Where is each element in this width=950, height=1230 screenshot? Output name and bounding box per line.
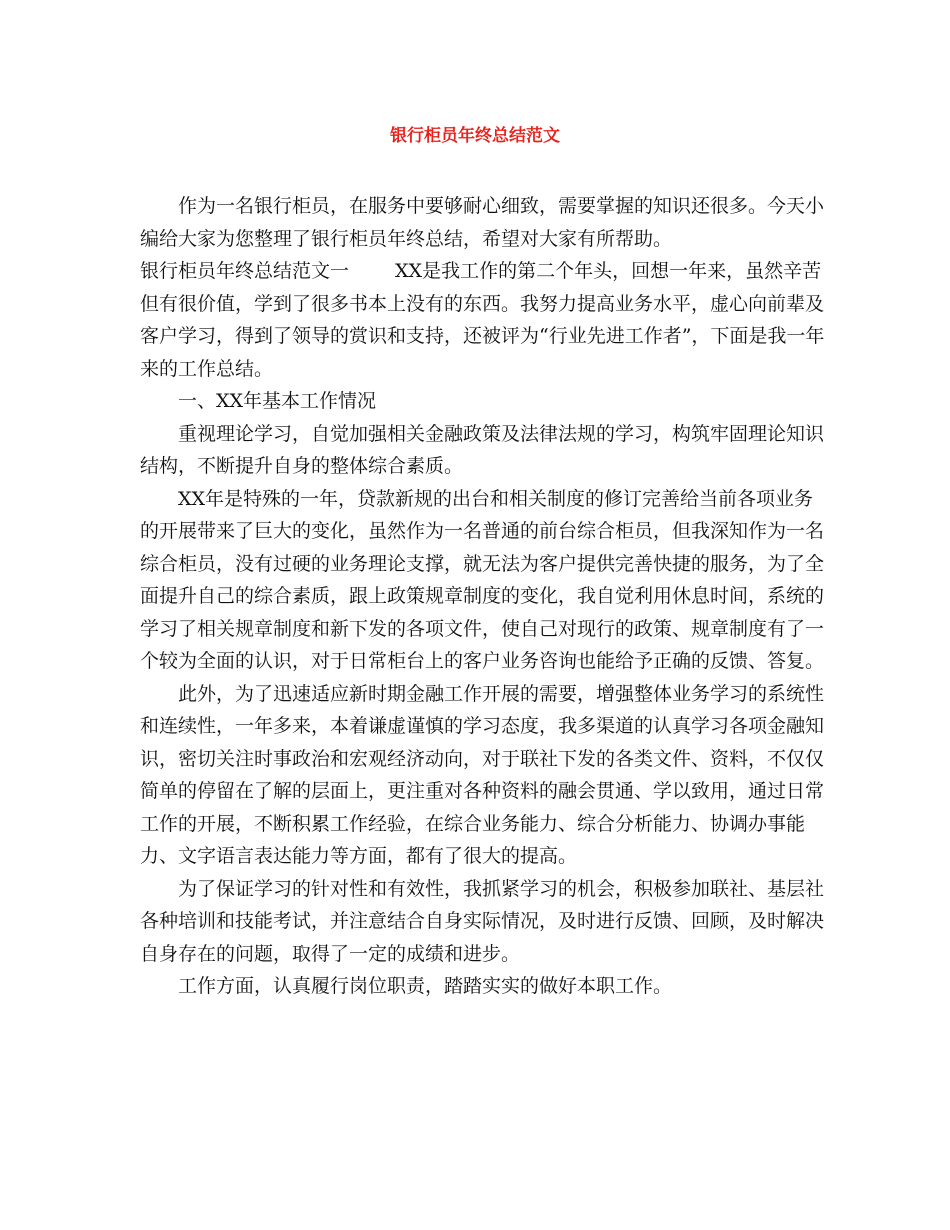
section-heading: 一、XX年基本工作情况 — [178, 390, 377, 412]
body-paragraph-3: 此外，为了迅速适应新时期金融工作开展的需要，增强整体业务学习的系统性和连续性，一年多来，本着谦虚谨慎的学习态度，我多渠道的认真学习各项金融知识，密切关注时事政治和宏观经济动向，对于联社下发的各类文件、资料，不仅仅简单的停留在了解的层面上，更注重对各种资料的融会贯通、学以致用，通过日常工作的开展，不断积累工作经验，在综合业务能力、综合分析能力、协调办事能力、文字语言表达能力等方面，都有了很大的提高。 — [140, 682, 825, 867]
intro-paragraph: 作为一名银行柜员，在服务中要够耐心细致，需要掌握的知识还很多。今天小编给大家为您整理了银行柜员年终总结，希望对大家有所帮助。 — [140, 195, 825, 250]
body-paragraph-2: XX年是特殊的一年，贷款新规的出台和相关制度的修订完善给当前各项业务的开展带来了巨大的变化，虽然作为一名普通的前台综合柜员，但我深知作为一名综合柜员，没有过硬的业务理论支撑，就无法为客户提供完善快捷的服务，为了全面提升自己的综合素质，跟上政策规章制度的变化，我自觉利用休息时间，系统的学习了相关规章制度和新下发的各项文件，使自己对现行的政策、规章制度有了一个较为全面的认识，对于日常柜台上的客户业务咨询也能给予正确的反馈、答复。 — [140, 487, 825, 672]
body-paragraph-4: 为了保证学习的针对性和有效性，我抓紧学习的机会，积极参加联社、基层社各种培训和技能考试，并注意结合自身实际情况，及时进行反馈、回顾，及时解决自身存在的问题，取得了一定的成绩和进步。 — [140, 877, 825, 965]
subheading-label: 银行柜员年终总结范文一 — [140, 260, 350, 282]
body-paragraph-5: 工作方面，认真履行岗位职责，踏踏实实的做好本职工作。 — [178, 975, 673, 997]
document-title: 银行柜员年终总结范文 — [390, 126, 560, 146]
body-paragraph-1: 重视理论学习，自觉加强相关金融政策及法律法规的学习，构筑牢固理论知识结构，不断提升自身的整体综合素质。 — [140, 422, 825, 477]
document-body — [140, 190, 830, 1003]
subheading-text: XX是我工作的第二个年头，回想一年来，虽然辛苦但有很价值，学到了很多书本上没有的东西。我努力提高业务水平，虚心向前辈及客户学习，得到了领导的赏识和支持，还被评为“行业先进工作者”，下面是我一年来的工作总结。 — [140, 260, 825, 380]
subheading-paragraph — [140, 255, 830, 385]
